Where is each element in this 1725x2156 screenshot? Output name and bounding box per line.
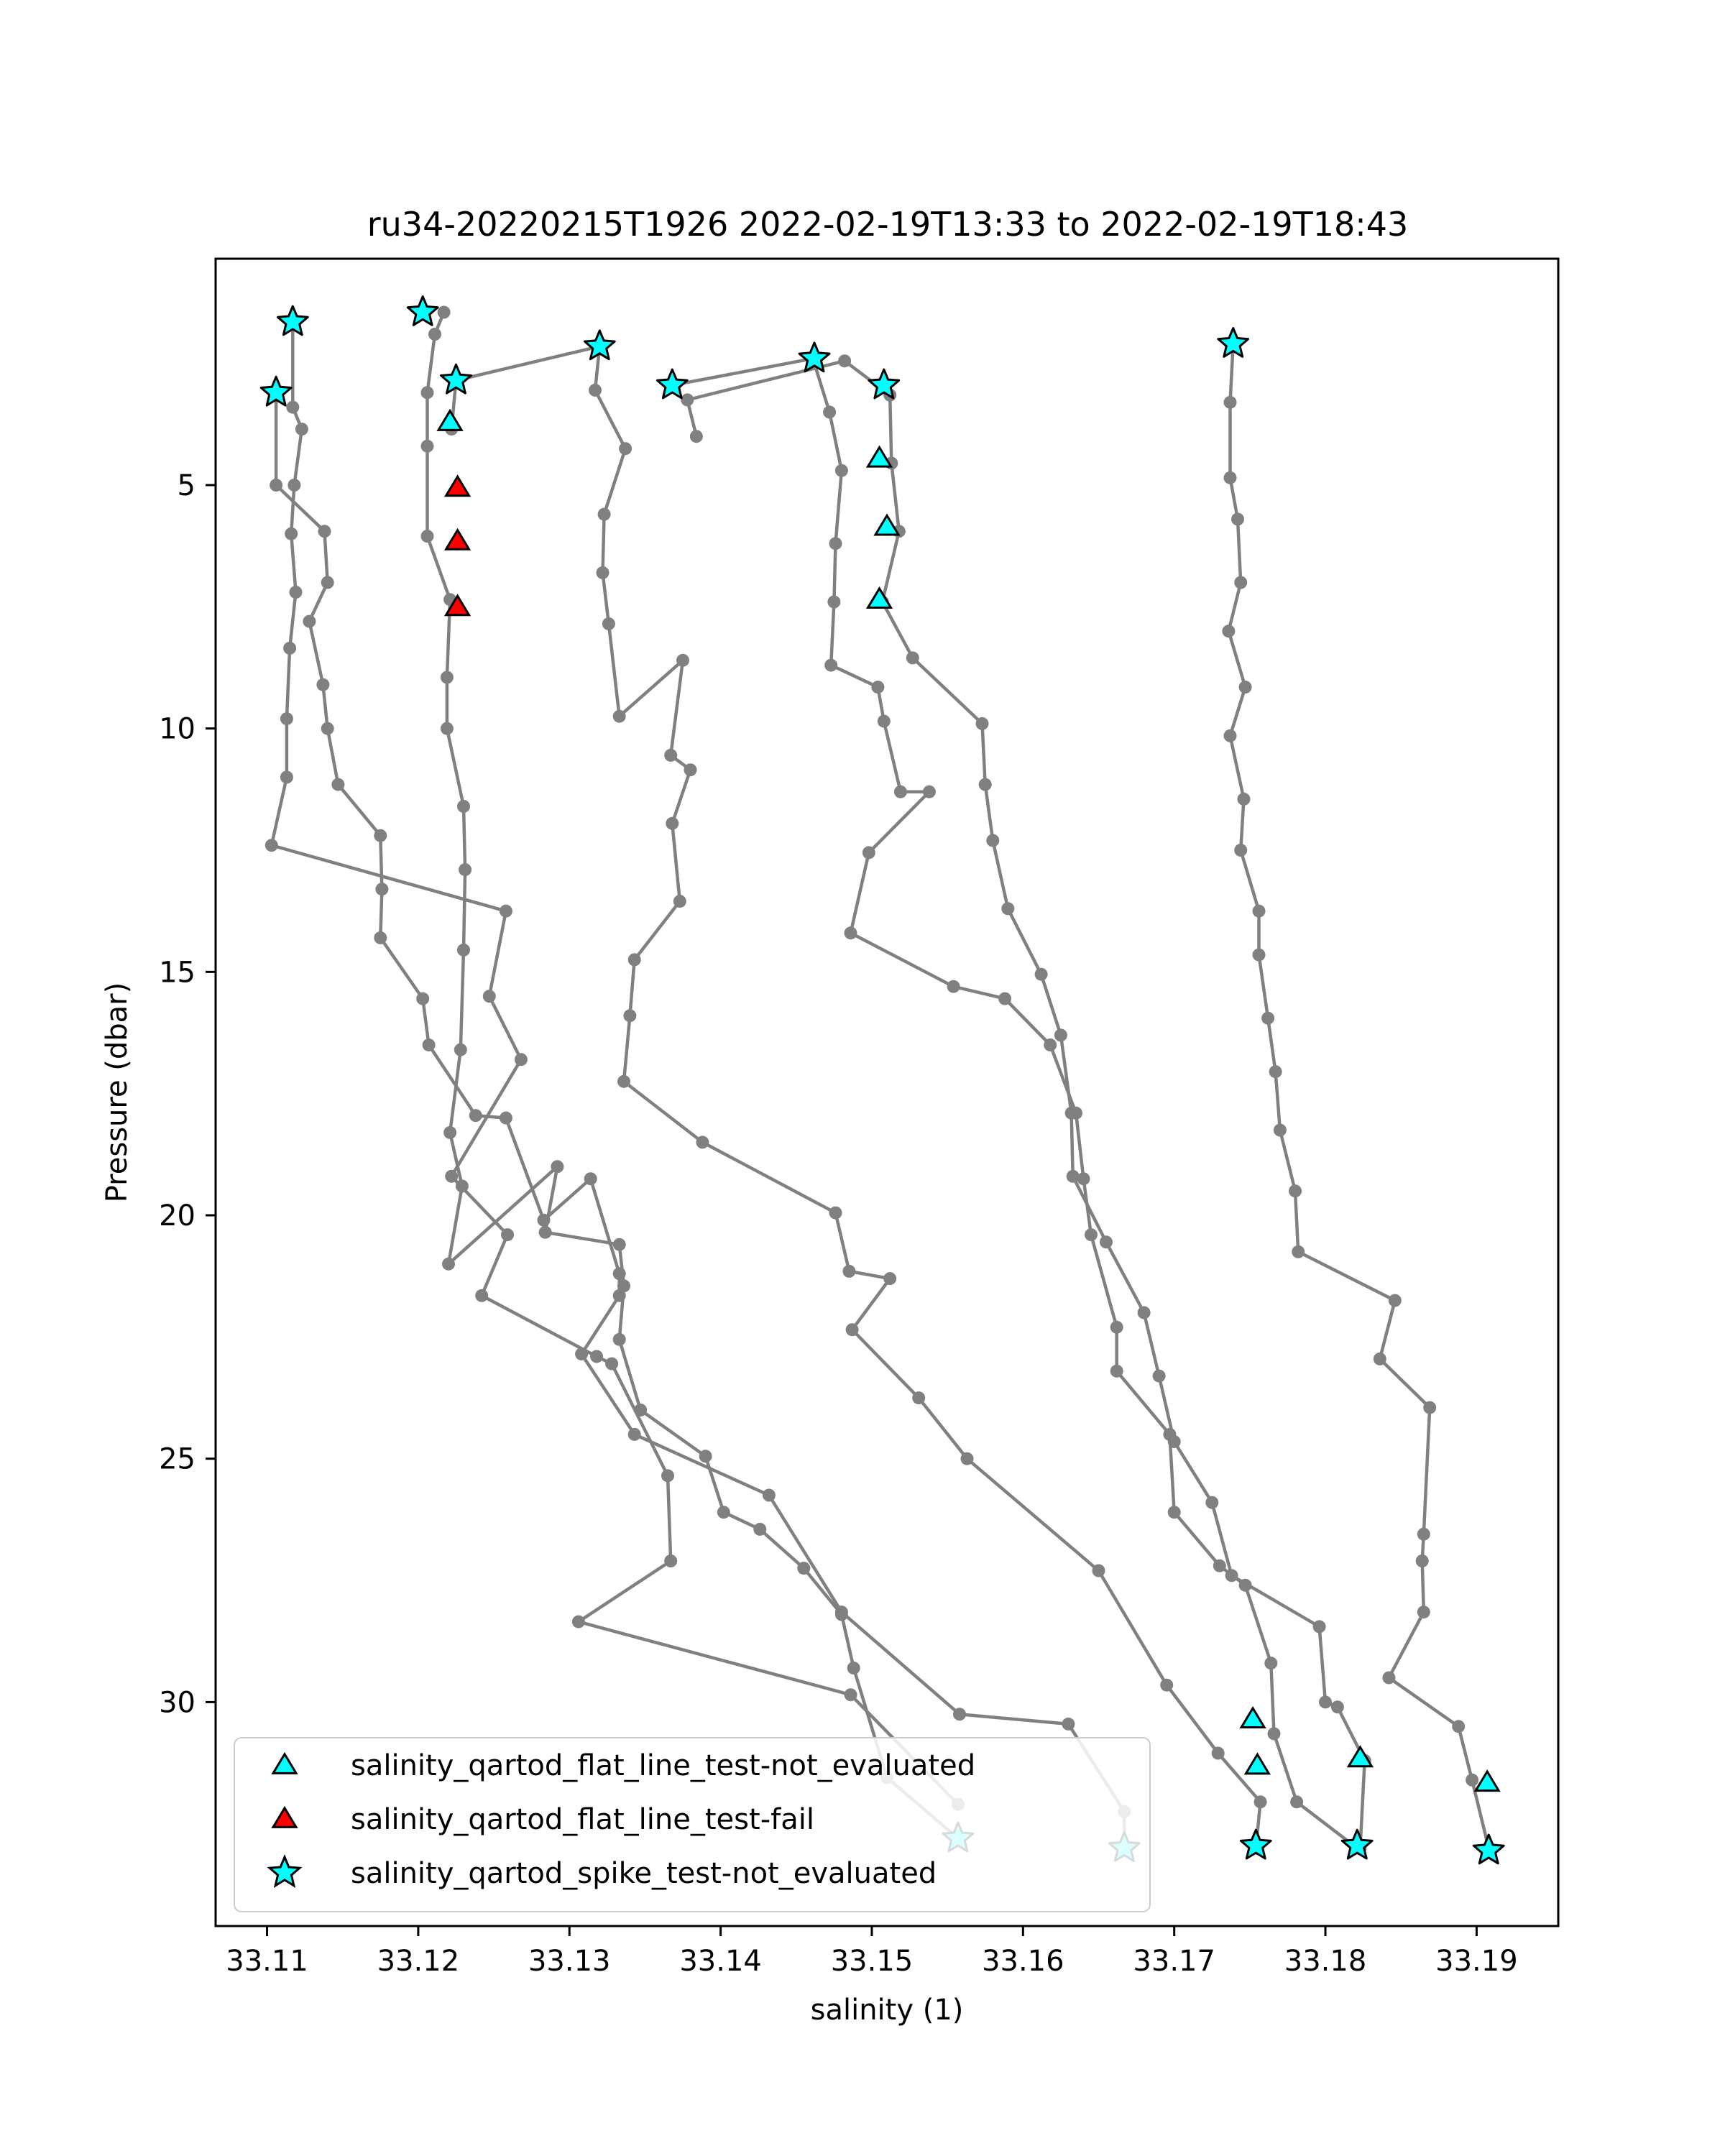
data-point bbox=[602, 617, 615, 630]
data-point bbox=[1417, 1528, 1430, 1541]
data-point bbox=[590, 1350, 603, 1363]
data-point bbox=[1253, 949, 1266, 962]
data-point bbox=[1417, 1606, 1430, 1618]
data-point bbox=[1225, 1569, 1238, 1582]
data-point bbox=[842, 1265, 855, 1278]
data-point bbox=[846, 1323, 859, 1336]
data-point bbox=[1466, 1774, 1478, 1787]
y-tick-label: 30 bbox=[159, 1686, 196, 1720]
data-point bbox=[469, 1109, 482, 1122]
data-point bbox=[280, 712, 293, 725]
data-point bbox=[623, 1009, 636, 1022]
data-point bbox=[696, 1135, 709, 1148]
data-point bbox=[1213, 1560, 1226, 1572]
data-point bbox=[283, 642, 296, 655]
data-point bbox=[1054, 1028, 1067, 1041]
data-point bbox=[1290, 1795, 1303, 1808]
data-point bbox=[459, 863, 472, 876]
y-tick-label: 10 bbox=[159, 712, 196, 746]
data-point bbox=[321, 576, 334, 589]
data-point bbox=[500, 905, 512, 918]
data-point bbox=[1382, 1672, 1395, 1685]
data-point bbox=[1222, 625, 1235, 637]
data-point bbox=[280, 770, 293, 783]
data-point bbox=[824, 659, 837, 672]
data-point bbox=[628, 1428, 641, 1441]
data-point bbox=[375, 883, 388, 895]
data-point bbox=[838, 354, 851, 367]
data-point bbox=[797, 1562, 810, 1575]
data-point bbox=[421, 530, 434, 543]
data-point bbox=[906, 651, 919, 664]
data-point bbox=[285, 528, 298, 540]
chart-title: ru34-20220215T1926 2022-02-19T13:33 to 2022-02-19T18:43 bbox=[367, 205, 1409, 244]
legend-label-3: salinity_qartod_spike_test-not_evaluated bbox=[351, 1857, 937, 1890]
data-point bbox=[316, 678, 329, 691]
data-point bbox=[829, 537, 842, 550]
data-point bbox=[1313, 1620, 1326, 1633]
data-point bbox=[979, 778, 992, 791]
data-point bbox=[1264, 1657, 1277, 1669]
data-point bbox=[539, 1226, 552, 1239]
data-point bbox=[374, 931, 387, 944]
data-point bbox=[1423, 1401, 1436, 1414]
data-point bbox=[457, 944, 470, 957]
data-point bbox=[318, 525, 331, 538]
data-point bbox=[862, 846, 875, 859]
data-point bbox=[295, 423, 308, 436]
data-point bbox=[827, 596, 840, 609]
data-point bbox=[441, 722, 454, 735]
data-point bbox=[456, 1179, 469, 1192]
data-point bbox=[664, 1554, 677, 1567]
data-point bbox=[613, 1333, 626, 1346]
data-point bbox=[1389, 1294, 1402, 1307]
data-point bbox=[1168, 1506, 1181, 1519]
data-point bbox=[290, 586, 303, 599]
data-point bbox=[421, 386, 434, 399]
data-point bbox=[1044, 1038, 1057, 1051]
data-point bbox=[1110, 1321, 1123, 1334]
data-point bbox=[589, 384, 602, 397]
data-point bbox=[1224, 396, 1237, 409]
data-point bbox=[598, 508, 611, 521]
data-point bbox=[871, 681, 884, 694]
data-point bbox=[438, 306, 451, 319]
data-point bbox=[1254, 1795, 1267, 1808]
legend-label-1: salinity_qartod_flat_line_test-not_evaluated bbox=[351, 1749, 976, 1782]
data-point bbox=[515, 1053, 528, 1066]
data-point bbox=[1269, 1065, 1282, 1078]
data-point bbox=[1239, 681, 1252, 694]
data-point bbox=[717, 1506, 730, 1519]
data-point bbox=[421, 440, 434, 453]
y-axis-label: Pressure (dbar) bbox=[101, 982, 134, 1203]
data-point bbox=[998, 992, 1011, 1005]
data-point bbox=[947, 980, 960, 993]
data-point bbox=[1110, 1365, 1123, 1378]
data-point bbox=[445, 1170, 458, 1183]
data-point bbox=[500, 1112, 512, 1125]
data-point bbox=[763, 1489, 776, 1502]
data-point bbox=[501, 1228, 514, 1241]
data-point bbox=[457, 800, 470, 813]
data-point bbox=[303, 615, 316, 628]
data-point bbox=[584, 1172, 597, 1185]
data-point bbox=[454, 1044, 467, 1056]
data-point bbox=[976, 717, 989, 730]
data-point bbox=[619, 442, 632, 455]
data-point bbox=[331, 778, 344, 791]
x-tick-label: 33.11 bbox=[226, 1945, 308, 1978]
data-point bbox=[265, 839, 278, 852]
data-point bbox=[1331, 1700, 1344, 1713]
data-point bbox=[1274, 1124, 1287, 1137]
data-point bbox=[416, 992, 429, 1005]
data-point bbox=[1224, 729, 1237, 742]
y-tick-label: 5 bbox=[177, 469, 196, 502]
data-point bbox=[1100, 1235, 1113, 1248]
data-point bbox=[912, 1391, 925, 1404]
data-point bbox=[1065, 1107, 1078, 1120]
data-point bbox=[1289, 1184, 1302, 1197]
x-tick-label: 33.16 bbox=[982, 1945, 1064, 1978]
data-point bbox=[617, 1075, 630, 1088]
data-point bbox=[1085, 1228, 1098, 1241]
data-point bbox=[374, 829, 387, 842]
data-point bbox=[475, 1289, 488, 1302]
data-point bbox=[1238, 793, 1251, 806]
data-point bbox=[1160, 1679, 1173, 1692]
data-point bbox=[666, 817, 678, 830]
data-point bbox=[575, 1348, 588, 1360]
x-tick-label: 33.12 bbox=[377, 1945, 460, 1978]
data-point bbox=[1452, 1720, 1465, 1733]
x-tick-label: 33.17 bbox=[1133, 1945, 1215, 1978]
data-point bbox=[823, 405, 836, 418]
data-point bbox=[628, 953, 641, 966]
data-point bbox=[883, 1272, 896, 1285]
data-point bbox=[1231, 512, 1244, 525]
data-point bbox=[1138, 1307, 1151, 1319]
y-tick-label: 25 bbox=[159, 1442, 196, 1476]
legend-label-2: salinity_qartod_flat_line_test-fail bbox=[351, 1803, 814, 1836]
x-tick-label: 33.18 bbox=[1284, 1945, 1367, 1978]
data-point bbox=[835, 464, 848, 477]
data-point bbox=[1416, 1554, 1429, 1567]
data-point bbox=[1234, 844, 1247, 857]
data-point bbox=[613, 1238, 626, 1251]
data-point bbox=[1268, 1727, 1281, 1740]
x-tick-label: 33.15 bbox=[830, 1945, 914, 1978]
data-point bbox=[1153, 1370, 1166, 1383]
data-point bbox=[986, 834, 999, 847]
data-point bbox=[613, 710, 626, 723]
data-point bbox=[661, 1469, 674, 1482]
data-point bbox=[664, 749, 677, 762]
data-point bbox=[1261, 1012, 1274, 1025]
data-point bbox=[286, 401, 299, 414]
data-point bbox=[845, 926, 857, 939]
data-point bbox=[441, 671, 454, 684]
data-point bbox=[1212, 1747, 1225, 1760]
data-point bbox=[1234, 576, 1247, 589]
data-point bbox=[1205, 1496, 1218, 1509]
data-point bbox=[673, 895, 686, 908]
data-point bbox=[1062, 1718, 1075, 1731]
x-axis-label: salinity (1) bbox=[810, 1994, 964, 2027]
data-point bbox=[690, 430, 703, 443]
data-point bbox=[753, 1523, 766, 1536]
data-point bbox=[613, 1289, 626, 1302]
data-point bbox=[1319, 1695, 1332, 1708]
data-point bbox=[878, 715, 891, 728]
data-point bbox=[423, 1038, 436, 1051]
data-point bbox=[551, 1160, 564, 1173]
data-point bbox=[538, 1214, 551, 1227]
data-point bbox=[699, 1450, 712, 1462]
data-point bbox=[270, 479, 282, 492]
y-tick-label: 15 bbox=[159, 956, 196, 990]
data-point bbox=[684, 763, 697, 776]
data-point bbox=[1168, 1435, 1181, 1448]
data-point bbox=[597, 566, 610, 579]
data-point bbox=[572, 1616, 585, 1628]
data-point bbox=[894, 786, 907, 798]
data-point bbox=[321, 722, 334, 735]
legend bbox=[234, 1738, 1150, 1912]
data-point bbox=[1092, 1565, 1105, 1577]
data-point bbox=[428, 328, 441, 341]
data-point bbox=[605, 1358, 618, 1370]
data-point bbox=[1067, 1170, 1080, 1183]
data-point bbox=[288, 479, 300, 492]
data-point bbox=[847, 1662, 860, 1674]
y-tick-label: 20 bbox=[159, 1199, 196, 1233]
data-point bbox=[443, 1126, 456, 1139]
x-tick-label: 33.13 bbox=[528, 1945, 611, 1978]
data-point bbox=[483, 990, 496, 1003]
data-point bbox=[835, 1606, 848, 1618]
data-point bbox=[634, 1404, 647, 1416]
x-tick-label: 33.14 bbox=[679, 1945, 762, 1978]
data-point bbox=[953, 1708, 966, 1720]
data-point bbox=[923, 786, 936, 798]
data-point bbox=[1001, 902, 1014, 915]
data-point bbox=[1292, 1245, 1305, 1258]
data-point bbox=[961, 1452, 974, 1465]
data-point bbox=[1374, 1353, 1386, 1365]
data-point bbox=[1224, 471, 1237, 484]
data-point bbox=[442, 1258, 455, 1271]
data-point bbox=[829, 1207, 842, 1220]
x-tick-label: 33.19 bbox=[1435, 1945, 1518, 1978]
data-point bbox=[676, 654, 689, 667]
data-point bbox=[1253, 905, 1266, 918]
data-point bbox=[613, 1267, 626, 1280]
data-point bbox=[681, 393, 694, 406]
data-point bbox=[845, 1688, 857, 1701]
data-point bbox=[1035, 968, 1048, 981]
